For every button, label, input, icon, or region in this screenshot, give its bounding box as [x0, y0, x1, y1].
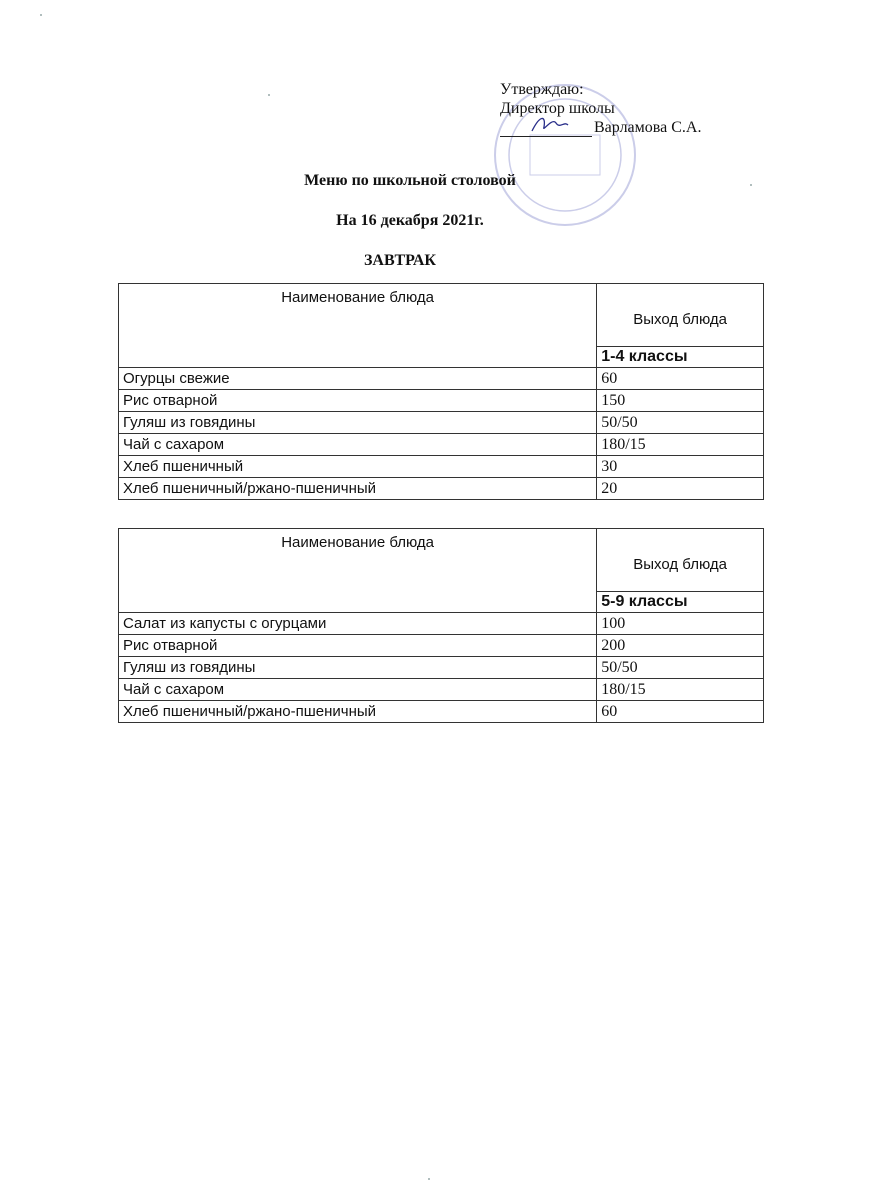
dish-name: Рис отварной: [119, 635, 597, 657]
approval-block: [500, 80, 701, 137]
menu-date: На 16 декабря 2021г.: [336, 212, 484, 229]
dish-output: 50/50: [597, 412, 764, 434]
scan-speck: [40, 14, 42, 16]
table-row: [119, 434, 764, 456]
column-header-dish: Наименование блюда: [119, 529, 597, 613]
table-row: [119, 456, 764, 478]
table-row: [119, 679, 764, 701]
dish-output: 60: [597, 701, 764, 723]
page-title: Меню по школьной столовой: [304, 172, 516, 189]
dish-output: 150: [597, 390, 764, 412]
table-row: [119, 701, 764, 723]
dish-name: Хлеб пшеничный/ржано-пшеничный: [119, 701, 597, 723]
signature: [500, 121, 592, 137]
dish-output: 30: [597, 456, 764, 478]
table-row: [119, 657, 764, 679]
menu-table-5-9: [118, 528, 764, 723]
dish-name: Хлеб пшеничный/ржано-пшеничный: [119, 478, 597, 500]
dish-output: 100: [597, 613, 764, 635]
dish-name: Чай с сахаром: [119, 434, 597, 456]
column-header-output: Выход блюда: [597, 529, 764, 592]
dish-output: 180/15: [597, 434, 764, 456]
director-name: Варламова С.А.: [594, 119, 702, 136]
table-row: [119, 412, 764, 434]
column-header-output: Выход блюда: [597, 284, 764, 347]
dish-name: Чай с сахаром: [119, 679, 597, 701]
meal-heading: ЗАВТРАК: [363, 252, 436, 269]
dish-name: Салат из капусты с огурцами: [119, 613, 597, 635]
dish-output: 180/15: [597, 679, 764, 701]
table-row: [119, 613, 764, 635]
dish-name: Хлеб пшеничный: [119, 456, 597, 478]
table-row: [119, 478, 764, 500]
dish-output: 60: [597, 368, 764, 390]
table-row: [119, 390, 764, 412]
table-row: [119, 635, 764, 657]
director-position: Директор школы: [500, 100, 615, 117]
table-row: [119, 368, 764, 390]
class-group-label: 5-9 классы: [597, 592, 764, 613]
dish-name: Гуляш из говядины: [119, 657, 597, 679]
dish-name: Гуляш из говядины: [119, 412, 597, 434]
scan-speck: [268, 94, 270, 96]
scan-speck: [428, 1178, 430, 1180]
signature-scribble-icon: [530, 113, 570, 135]
signature-line: [500, 118, 701, 137]
dish-output: 20: [597, 478, 764, 500]
dish-name: Огурцы свежие: [119, 368, 597, 390]
scan-speck: [750, 184, 752, 186]
dish-output: 200: [597, 635, 764, 657]
class-group-label: 1-4 классы: [597, 347, 764, 368]
dish-output: 50/50: [597, 657, 764, 679]
approval-label: Утверждаю:: [500, 81, 584, 98]
dish-name: Рис отварной: [119, 390, 597, 412]
menu-table-1-4: [118, 283, 764, 500]
column-header-dish: Наименование блюда: [119, 284, 597, 368]
